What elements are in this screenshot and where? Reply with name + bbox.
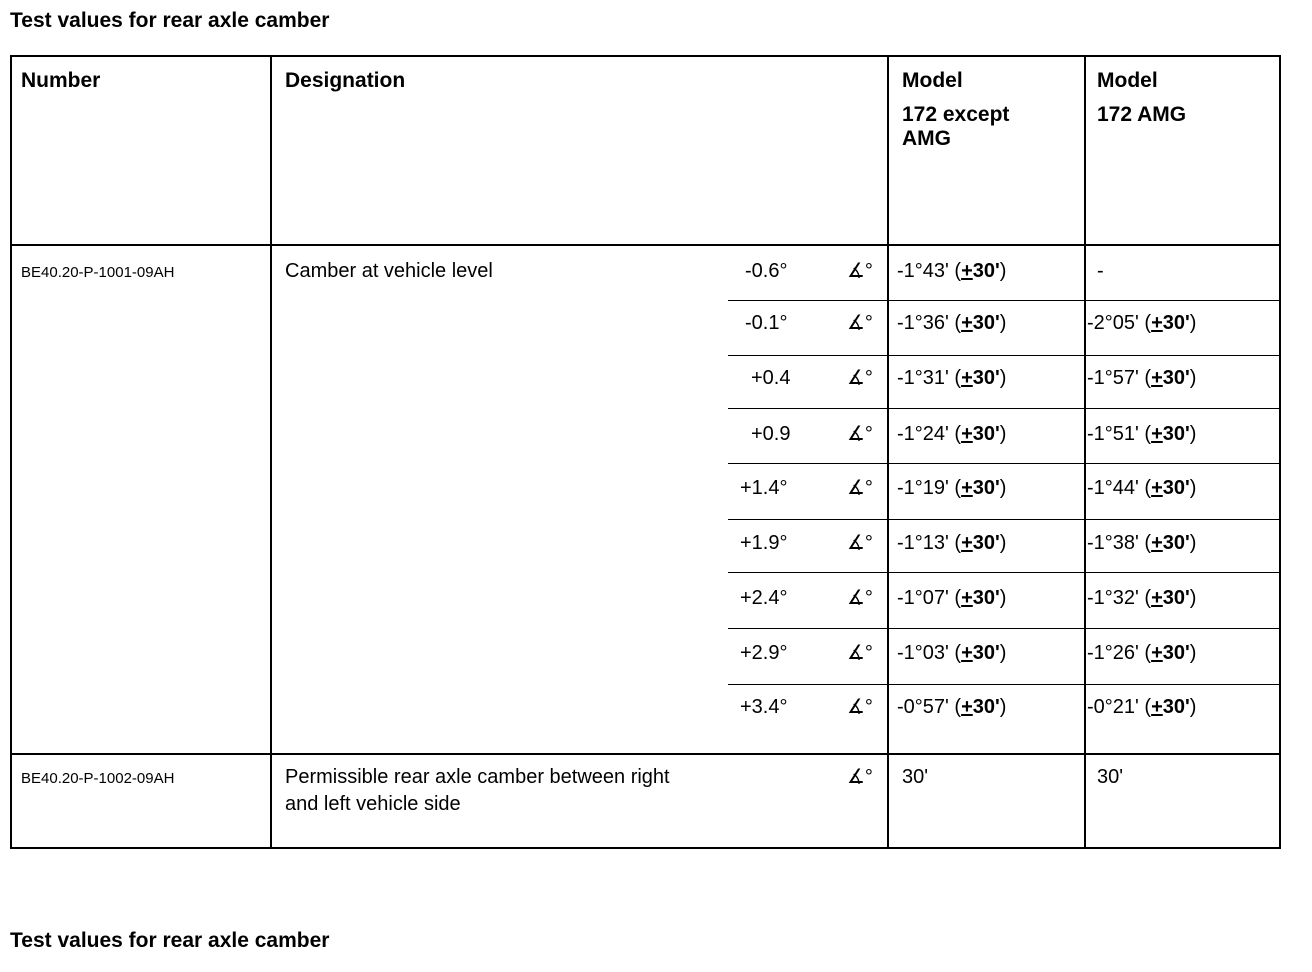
plus-minus-sign: + [1151,367,1163,389]
tolerance-value: 30' [1162,532,1190,554]
tolerance-value: 30' [1162,696,1190,718]
tolerance-close: ) [1189,312,1197,334]
tolerance-open: ( [948,642,962,664]
tolerance-value: 30' [972,696,1000,718]
header-designation: Designation [285,69,406,92]
camber-model-1 [897,260,1006,282]
tolerance-open: ( [948,367,962,389]
plus-minus-sign: + [1151,696,1163,718]
tolerance-value: 30' [972,423,1000,445]
tolerance-value: 30' [972,532,1000,554]
camber-value: -1°26' [1087,642,1139,664]
vehicle-level-value: +3.4° [740,696,788,718]
tolerance-open: ( [948,423,962,445]
camber-value: -0°57' [897,696,949,718]
angle-icon: ∡° [847,532,873,554]
tolerance-close: ) [1189,477,1197,499]
tolerance-close: ) [999,587,1007,609]
vehicle-level-value: +0.9 [751,423,791,445]
tolerance-open: ( [1138,423,1152,445]
tolerance-close: ) [999,260,1007,282]
plus-minus-sign: + [961,587,973,609]
camber-model-2 [1087,477,1196,499]
camber-model-1 [897,642,1006,664]
camber-value: -1°03' [897,642,949,664]
plus-minus-sign: + [961,642,973,664]
level-row-divider [728,463,1281,464]
level-row-divider [728,408,1281,409]
row2-designation-line1: Permissible rear axle camber between right [285,766,670,788]
plus-minus-sign: + [961,312,973,334]
tolerance-close: ) [999,312,1007,334]
vehicle-level-value: -0.1° [745,312,788,334]
camber-value: -1°57' [1087,367,1139,389]
tolerance-close: ) [1189,423,1197,445]
row2-value-model2: 30' [1097,766,1124,788]
level-row-divider [728,628,1281,629]
angle-icon: ∡° [847,587,873,609]
tolerance-open: ( [1138,587,1152,609]
test-values-table [10,55,1281,849]
header-model-2-line2: 172 AMG [1097,103,1187,126]
col-divider-model [1084,55,1086,849]
camber-model-1 [897,477,1006,499]
camber-model-1 [897,587,1006,609]
header-model-1-line1: Model [902,69,963,92]
plus-minus-sign: + [961,477,973,499]
tolerance-value: 30' [1162,367,1190,389]
header-divider [10,244,1281,246]
tolerance-value: 30' [972,367,1000,389]
angle-icon: ∡° [847,367,873,389]
camber-value: -1°44' [1087,477,1139,499]
col-divider-number [270,55,272,849]
level-row-divider [728,572,1281,573]
tolerance-open: ( [1138,642,1152,664]
angle-icon: ∡° [847,642,873,664]
tolerance-close: ) [1189,642,1197,664]
plus-minus-sign: + [961,260,973,282]
plus-minus-sign: + [1151,587,1163,609]
tolerance-open: ( [1138,532,1152,554]
camber-value: -1°07' [897,587,949,609]
tolerance-close: ) [999,367,1007,389]
header-model-1-line3: AMG [902,127,951,150]
vehicle-level-value: -0.6° [745,260,788,282]
plus-minus-sign: + [1151,477,1163,499]
tolerance-close: ) [1189,696,1197,718]
plus-minus-sign: + [961,367,973,389]
plus-minus-sign: + [961,423,973,445]
row2-designation-line2: and left vehicle side [285,793,461,815]
camber-model-1 [897,532,1006,554]
tolerance-close: ) [999,642,1007,664]
camber-value: -1°19' [897,477,949,499]
vehicle-level-value: +2.4° [740,587,788,609]
row1-number: BE40.20-P-1001-09AH [21,264,175,281]
camber-value: -1°38' [1087,532,1139,554]
tolerance-open: ( [948,477,962,499]
level-row-divider [728,684,1281,685]
camber-value: -1°32' [1087,587,1139,609]
camber-model-2 [1087,587,1196,609]
tolerance-value: 30' [1162,587,1190,609]
tolerance-open: ( [948,532,962,554]
tolerance-open: ( [1138,696,1152,718]
camber-value: -0°21' [1087,696,1139,718]
camber-model-2 [1097,260,1104,282]
tolerance-value: 30' [972,477,1000,499]
plus-minus-sign: + [1151,642,1163,664]
tolerance-open: ( [948,696,962,718]
camber-value: -1°31' [897,367,949,389]
camber-value: -1°36' [897,312,949,334]
header-number: Number [21,69,101,92]
tolerance-close: ) [999,477,1007,499]
camber-value: -1°24' [897,423,949,445]
camber-model-1 [897,312,1006,334]
vehicle-level-value: +1.4° [740,477,788,499]
vehicle-level-value: +2.9° [740,642,788,664]
tolerance-value: 30' [1162,642,1190,664]
tolerance-close: ) [999,423,1007,445]
tolerance-value: 30' [1162,423,1190,445]
angle-icon: ∡° [847,696,873,718]
camber-model-2 [1087,532,1196,554]
header-model-1-line2: 172 except [902,103,1010,126]
camber-value: -2°05' [1087,312,1139,334]
header-model-2-line1: Model [1097,69,1158,92]
col-divider-designation [887,55,889,849]
tolerance-open: ( [948,312,962,334]
tolerance-value: 30' [1162,477,1190,499]
plus-minus-sign: + [961,532,973,554]
tolerance-open: ( [1138,312,1152,334]
tolerance-close: ) [1189,532,1197,554]
plus-minus-sign: + [1151,532,1163,554]
tolerance-open: ( [948,587,962,609]
row2-value-model1: 30' [902,766,929,788]
tolerance-value: 30' [972,642,1000,664]
camber-model-2 [1087,312,1196,334]
angle-icon: ∡° [847,423,873,445]
level-row-divider [728,355,1281,356]
tolerance-close: ) [999,532,1007,554]
camber-value: -1°51' [1087,423,1139,445]
camber-model-2 [1087,642,1196,664]
plus-minus-sign: + [1151,423,1163,445]
tolerance-value: 30' [1162,312,1190,334]
camber-value: -1°43' [897,260,949,282]
plus-minus-sign: + [961,696,973,718]
tolerance-value: 30' [972,587,1000,609]
camber-model-2 [1087,696,1196,718]
level-row-divider [728,519,1281,520]
tolerance-value: 30' [972,312,1000,334]
section-title: Test values for rear axle camber [10,9,330,32]
camber-value: - [1097,260,1104,282]
row1-designation: Camber at vehicle level [285,260,493,282]
camber-value: -1°13' [897,532,949,554]
level-row-divider [728,300,1281,301]
tolerance-open: ( [948,260,962,282]
tolerance-close: ) [1189,587,1197,609]
vehicle-level-value: +1.9° [740,532,788,554]
section-title-repeat: Test values for rear axle camber [10,929,330,952]
camber-model-1 [897,367,1006,389]
camber-model-2 [1087,367,1196,389]
tolerance-value: 30' [972,260,1000,282]
tolerance-close: ) [1189,367,1197,389]
tolerance-close: ) [999,696,1007,718]
vehicle-level-value: +0.4 [751,367,791,389]
tolerance-open: ( [1138,477,1152,499]
row-divider-main [10,753,1281,755]
plus-minus-sign: + [1151,312,1163,334]
angle-icon: ∡° [847,766,873,788]
angle-icon: ∡° [847,260,873,282]
camber-model-1 [897,423,1006,445]
camber-model-2 [1087,423,1196,445]
camber-model-1 [897,696,1006,718]
row2-number: BE40.20-P-1002-09AH [21,770,175,787]
angle-icon: ∡° [847,312,873,334]
tolerance-open: ( [1138,367,1152,389]
angle-icon: ∡° [847,477,873,499]
